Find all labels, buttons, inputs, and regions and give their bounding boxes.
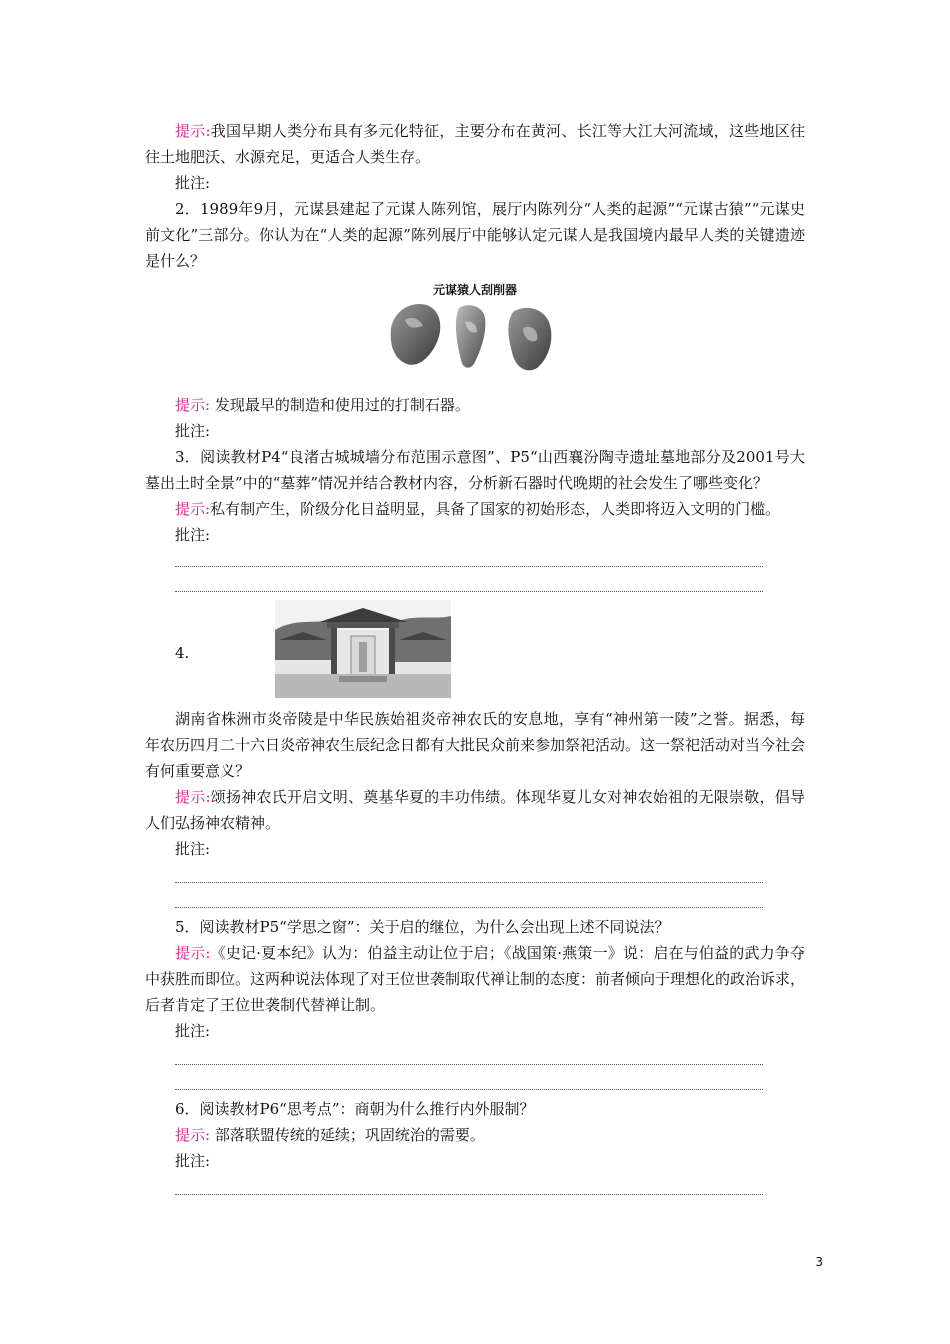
- q3-note: 批注:: [175, 526, 211, 544]
- q5-note: 批注:: [175, 1022, 211, 1040]
- stone-tools-figure: [145, 282, 805, 384]
- page-number: 3: [815, 1255, 823, 1269]
- q6-question: 6．阅读教材P6“思考点”：商朝为什么推行内外服制？: [175, 1100, 535, 1118]
- q4-hint: [145, 784, 805, 836]
- hint-label: 提示:: [175, 788, 211, 806]
- q5-question: 5．阅读教材P5“学思之窗”：关于启的继位，为什么会出现上述不同说法？: [175, 918, 670, 936]
- hint-label: 提示:: [175, 122, 211, 140]
- answer-line: [175, 1194, 763, 1195]
- q4-number: 4.: [175, 644, 190, 662]
- q2-note: 批注:: [175, 422, 211, 440]
- q4-note: 批注:: [175, 840, 211, 858]
- q5-hint: [145, 940, 805, 1018]
- q3-hint: [145, 496, 805, 522]
- hint-text: 部落联盟传统的延续；巩固统治的需要。: [210, 1126, 485, 1144]
- q1-hint: [145, 118, 805, 170]
- hint-text: 我国早期人类分布具有多元化特征，主要分布在黄河、长江等大江大河流域，这些地区往往土地肥沃、水源充足，更适合人类生存。: [145, 122, 805, 166]
- stone-tools-image: [385, 298, 565, 376]
- hint-label: 提示:: [175, 944, 211, 962]
- q2-question: 2．1989年9月，元谋县建起了元谋人陈列馆，展厅内陈列分“人类的起源”“元谋古猿”“元谋史前文化”三部分。你认为在“人类的起源”陈列展厅中能够认定元谋人是我国境内最早人类的关键遗迹是什么？: [145, 200, 805, 270]
- q4-figure-row: [145, 600, 805, 700]
- q3-question: 3．阅读教材P4“良渚古城城墙分布范围示意图”、P5“山西襄汾陶寺遗址墓地部分及2001号大墓出土时全景”中的“墓葬”情况并结合教材内容，分析新石器时代晚期的社会发生了哪些变化？: [145, 448, 805, 492]
- hint-label: 提示:: [175, 396, 211, 414]
- hint-text: 颂扬神农氏开启文明、奠基华夏的丰功伟绩。体现华夏儿女对神农始祖的无限崇敬，倡导人们弘扬神农精神。: [145, 788, 805, 832]
- hint-label: 提示:: [175, 500, 211, 518]
- yandi-mausoleum-photo: [275, 600, 451, 698]
- figure-title: 元谋猿人刮削器: [432, 283, 517, 297]
- hint-label: 提示:: [175, 1126, 211, 1144]
- q6-hint: [145, 1122, 805, 1148]
- mausoleum-image: [275, 600, 451, 698]
- q1-note: 批注:: [175, 174, 211, 192]
- hint-text: 私有制产生，阶级分化日益明显，具备了国家的初始形态，人类即将迈入文明的门槛。: [210, 500, 781, 518]
- hint-text: 发现最早的制造和使用过的打制石器。: [210, 396, 470, 414]
- page-content: [145, 118, 805, 1195]
- hint-text: 《史记·夏本纪》认为：伯益主动让位于启；《战国策·燕策一》说：启在与伯益的武力争夺中获胜而即位。这两种说法体现了对王位世袭制取代禅让制的态度：前者倾向于理想化的政治诉求，后者肯定了王位世袭制代替禅让制。: [145, 944, 806, 1014]
- q4-question: 湖南省株洲市炎帝陵是中华民族始祖炎帝神农氏的安息地，享有“神州第一陵”之誉。据悉，每年农历四月二十六日炎帝神农生辰纪念日都有大批民众前来参加祭祀活动。这一祭祀活动对当今社会有何重要意义？: [145, 710, 806, 780]
- q6-note: 批注:: [175, 1152, 211, 1170]
- q2-hint: [145, 392, 805, 418]
